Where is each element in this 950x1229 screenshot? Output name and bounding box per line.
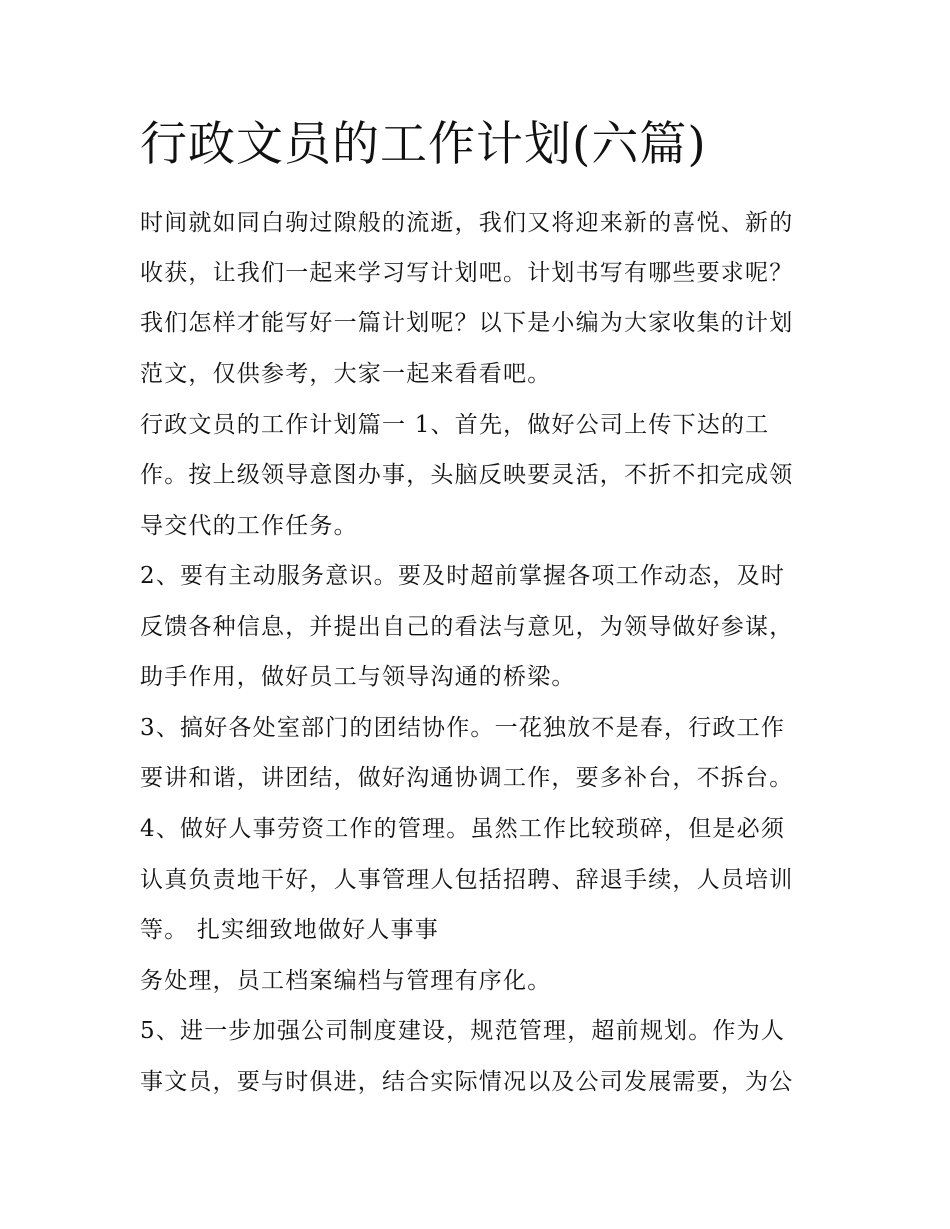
- body-line: 认真负责地干好，人事管理人包括招聘、辞退手续，人员培训: [140, 867, 794, 893]
- body-line: 5、进一步加强公司制度建设，规范管理，超前规划。作为人: [140, 1018, 786, 1044]
- body-line: 作。按上级领导意图办事，头脑反映要灵活，不折不扣完成领: [140, 462, 794, 488]
- body-line: 务处理，员工档案编档与管理有序化。: [140, 968, 552, 994]
- body-line: 等。 扎实细致地做好人事事: [140, 917, 439, 943]
- body-line: 范文，仅供参考，大家一起来看看吧。: [140, 361, 552, 387]
- body-line: 要讲和谐，讲团结，做好沟通协调工作，要多补台，不拆台。: [140, 765, 794, 791]
- body-line: 助手作用，做好员工与领导沟通的桥梁。: [140, 664, 576, 690]
- body-line: 收获，让我们一起来学习写计划吧。计划书写有哪些要求呢？: [140, 260, 794, 286]
- body-line: 事文员，要与时俱进，结合实际情况以及公司发展需要，为公: [140, 1069, 794, 1095]
- body-line: 行政文员的工作计划篇一 1、首先，做好公司上传下达的工: [140, 412, 770, 438]
- body-line: 我们怎样才能写好一篇计划呢？以下是小编为大家收集的计划: [140, 310, 794, 336]
- document-title: 行政文员的工作计划(六篇): [140, 117, 707, 172]
- body-line: 反馈各种信息，并提出自己的看法与意见，为领导做好参谋，: [140, 614, 794, 640]
- body-line: 导交代的工作任务。: [140, 513, 358, 539]
- body-line: 4、做好人事劳资工作的管理。虽然工作比较琐碎，但是必须: [140, 816, 786, 842]
- body-line: 3、搞好各处室部门的团结协作。一花独放不是春，行政工作: [140, 715, 786, 741]
- body-line: 时间就如同白驹过隙般的流逝，我们又将迎来新的喜悦、新的: [140, 210, 794, 236]
- body-line: 2、要有主动服务意识。要及时超前掌握各项工作动态，及时: [140, 563, 786, 589]
